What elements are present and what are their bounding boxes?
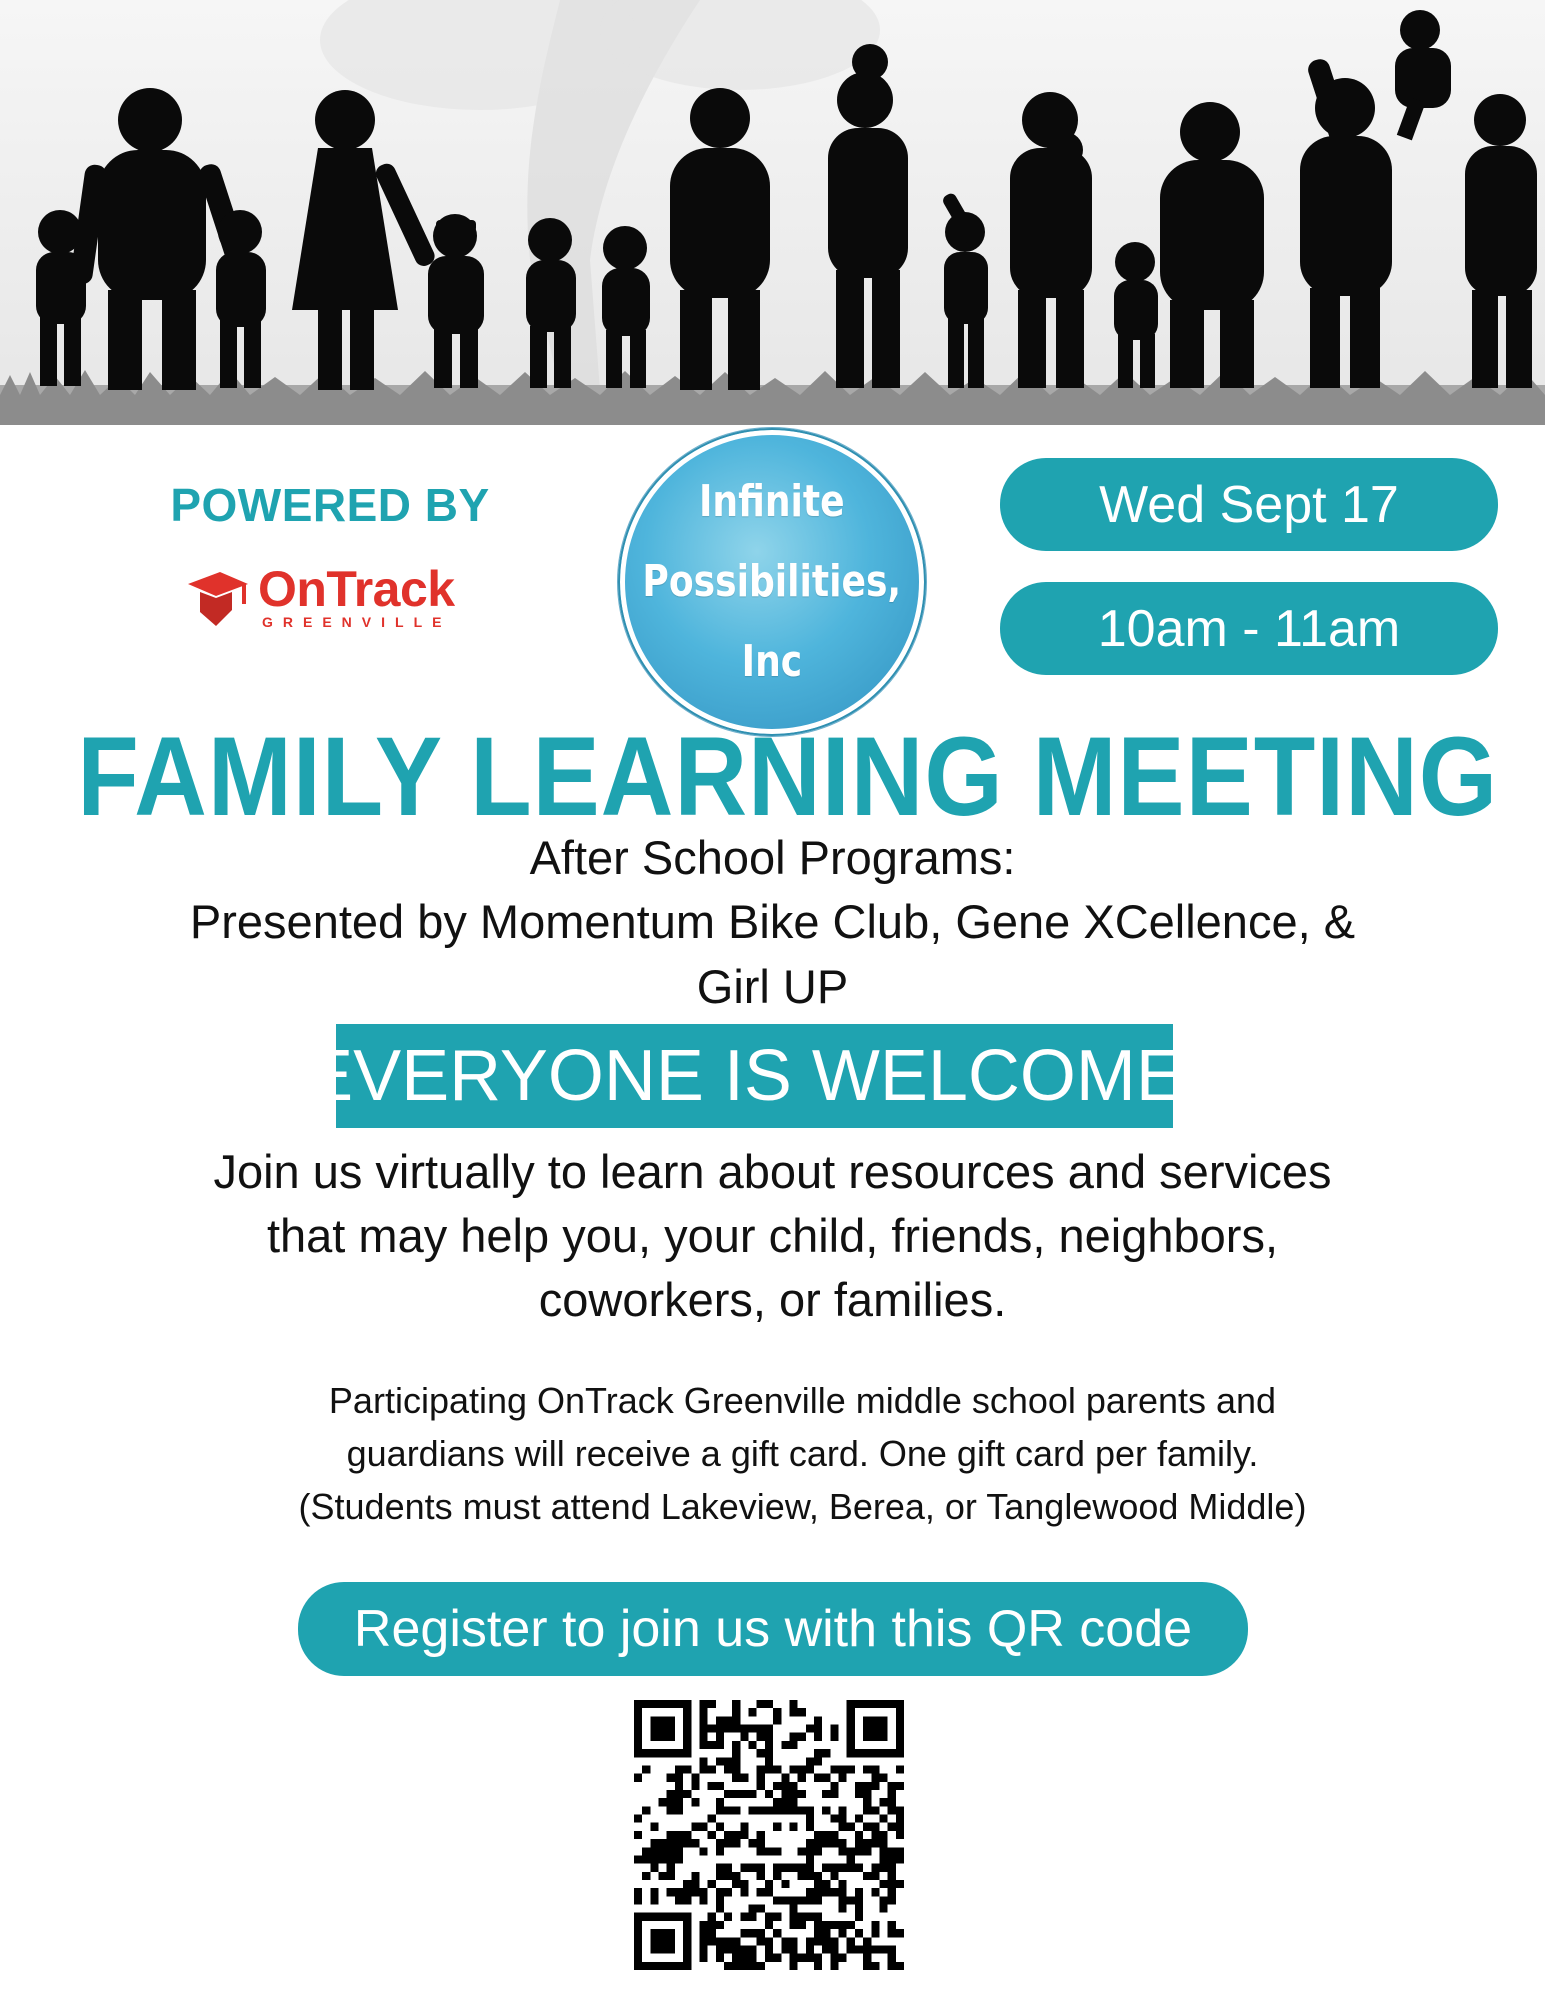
event-time-badge: 10am - 11am	[1000, 582, 1498, 675]
ontrack-logo-wordmark: OnTrack	[258, 561, 455, 617]
powered-by-label: POWERED BY	[170, 479, 490, 531]
register-banner: Register to join us with this QR code	[298, 1582, 1248, 1676]
subtitle-line: Girl UP	[696, 960, 849, 1013]
family-silhouette-banner	[0, 0, 1545, 425]
qr-modules	[634, 1700, 904, 1970]
gift-card-note-line: (Students must attend Lakeview, Berea, or Tanglewood Middle)	[298, 1486, 1307, 1527]
subtitle-line: Presented by Momentum Bike Club, Gene XCellence, &	[189, 895, 1356, 948]
gift-card-note-line: guardians will receive a gift card. One gift card per family.	[346, 1433, 1259, 1474]
gift-card-note-line: Participating OnTrack Greenville middle school parents and	[328, 1380, 1277, 1421]
logo-line-3: Inc	[741, 636, 803, 687]
subtitle-line: After School Programs:	[529, 831, 1016, 884]
logo-line-2: Possibilities,	[642, 556, 902, 607]
graduation-cap-icon	[186, 566, 250, 628]
infinite-possibilities-logo	[618, 428, 926, 736]
event-date-badge: Wed Sept 17	[1000, 458, 1498, 551]
logo-line-1: Infinite	[699, 476, 845, 527]
welcome-banner: EVERYONE IS WELCOME!	[336, 1024, 1173, 1128]
ontrack-logo-subtitle: GREENVILLE	[262, 614, 452, 630]
qr-code[interactable]	[634, 1700, 904, 1970]
body-line: that may help you, your child, friends, neighbors,	[266, 1209, 1279, 1262]
body-line: Join us virtually to learn about resources and services	[213, 1145, 1332, 1198]
body-line: coworkers, or families.	[538, 1273, 1007, 1326]
page-title: FAMILY LEARNING MEETING	[77, 714, 1499, 839]
